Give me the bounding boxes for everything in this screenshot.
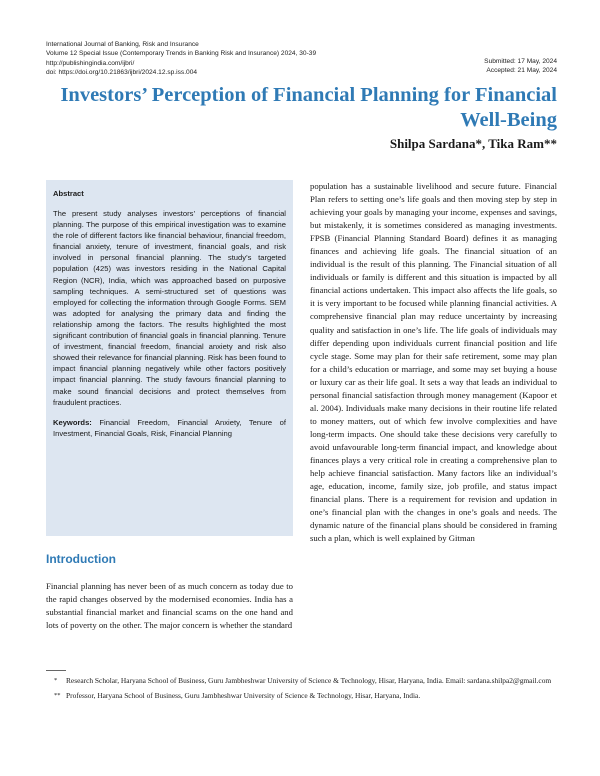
footnote [46,691,557,702]
footnote [46,676,557,687]
footnote-divider [46,670,66,671]
doi-link[interactable]: doi: https://doi.org/10.21863/ijbri/2024.12.sp.iss.004 [46,68,198,76]
submitted-date: Submitted: 17 May, 2024 [484,58,557,65]
introduction-text: Financial planning has never been of as much concern as today due to the rapid changes observed by the modernised economies. India has a substantial financial market and financial scams on the one hand and lots of poverty on the other. The major concern is whether the standard [46,581,293,631]
abstract-heading: Abstract [53,189,84,198]
keywords-label: Keywords: [53,417,92,427]
keywords [53,417,286,439]
introduction-heading: Introduction [46,552,116,566]
footnote-text: Professor, Haryana School of Business, Guru Jambheshwar University of Science & Technology, Hisar, Haryana, India. [66,690,421,700]
article-authors: Shilpa Sardana*, Tika Ram** [389,136,557,151]
accepted-date: Accepted: 21 May, 2024 [486,67,557,75]
abstract-text: The present study analyses investors’ perceptions of financial planning. The purpose of this empirical investigation was to examine the role of different factors like financial behaviour, financial freedom, financial anxiety, tenure of investment, financial goals, and risk involved in personal financial planning. The study’s targeted population (425) was investors residing in the National Capital Region (NCR), India, which was approached based on purposive sampling techniques. A semi-structured set of questions was employed for collecting the information through Google Forms. SEM was adopted for analysing the primary data and finding the relationship among the factors. The results highlighted the most significant contribution of financial goals in financial planning. Tenure of investment, financial freedom, financial anxiety and risk also showed their relevance for financial planning. Risk has been found to impact financial planning negatively while other factors positively impact financial planning. The study favours financial planning to make sound financial decisions and protect themselves from fraudulent practices. [53,209,286,407]
body-text-right-column: population has a sustainable livelihood and secure future. Financial Plan refers to setting one’s life goals and then moving step by step in achieving your goals by managing your income, expenses and savings, but mistakenly, it is sometimes considered as managing investments. FPSB (Financial Planning Standard Board) defines it as managing finances and achieving life goals. The financial situation of an individual is the result of this planning. The Financial situation of all individuals or family is different and this situation is impacted by all financial actions undertaken. This impact also affects the life goals, so it is very important to be focused while planning financial activities. A comprehensive financial plan may reduce uncertainty by increasing quality and satisfaction in one’s life. The life goals of individuals may differ depending upon individuals current financial position and life cycle stage. Some may plan for their safe retirement, some may plan for a child’s education or marriage, and some may set buying a house or luxury car as their life goal. It sets a way that leads an individual to personal financial satisfaction through money management (Kapoor et al. 2004). Individuals make many decisions in their routine life related to money matters, out of which few involve complexities and have long-term impacts. One should take these decisions very carefully to avoid unfavourable long-term financial impact, and knowledge about finances plays a very critical role in creating a comprehensive plan to help achieve financial satisfaction. Many factors like an individual’s age, education, income, family size, job profile, and status impact financial plans. There is a requirement for revision and updation in one’s financial plan with the changes in one’s goals and needs. The dynamic nature of the financial plans should be considered in framing such a plan, which is well explained by Gitman [310,181,557,544]
submission-dates [484,57,557,76]
journal-url[interactable]: http://publishingindia.com/ijbri/ [46,59,135,67]
keywords-list: Financial Freedom, Financial Anxiety, Tenure of Investment, Financial Goals, Risk, Financial Planning [53,417,286,438]
footnote-mark: * [54,677,58,684]
footnote-mark: ** [54,691,61,699]
journal-info [46,40,316,77]
footnote-text: Research Scholar, Haryana School of Business, Guru Jambheshwar University of Science & Technology, Hisar, Haryana, India. Email: sardana.shilpa2@gmail.com [66,676,552,685]
abstract-box [46,180,293,536]
journal-name: International Journal of Banking, Risk and Insurance [46,41,199,48]
footnotes [46,676,557,705]
journal-volume: Volume 12 Special Issue (Contemporary Trends in Banking Risk and Insurance) 2024, 30-39 [46,50,317,58]
article-title: Investors’ Perception of Financial Planning for Financial Well-Being [60,84,557,131]
